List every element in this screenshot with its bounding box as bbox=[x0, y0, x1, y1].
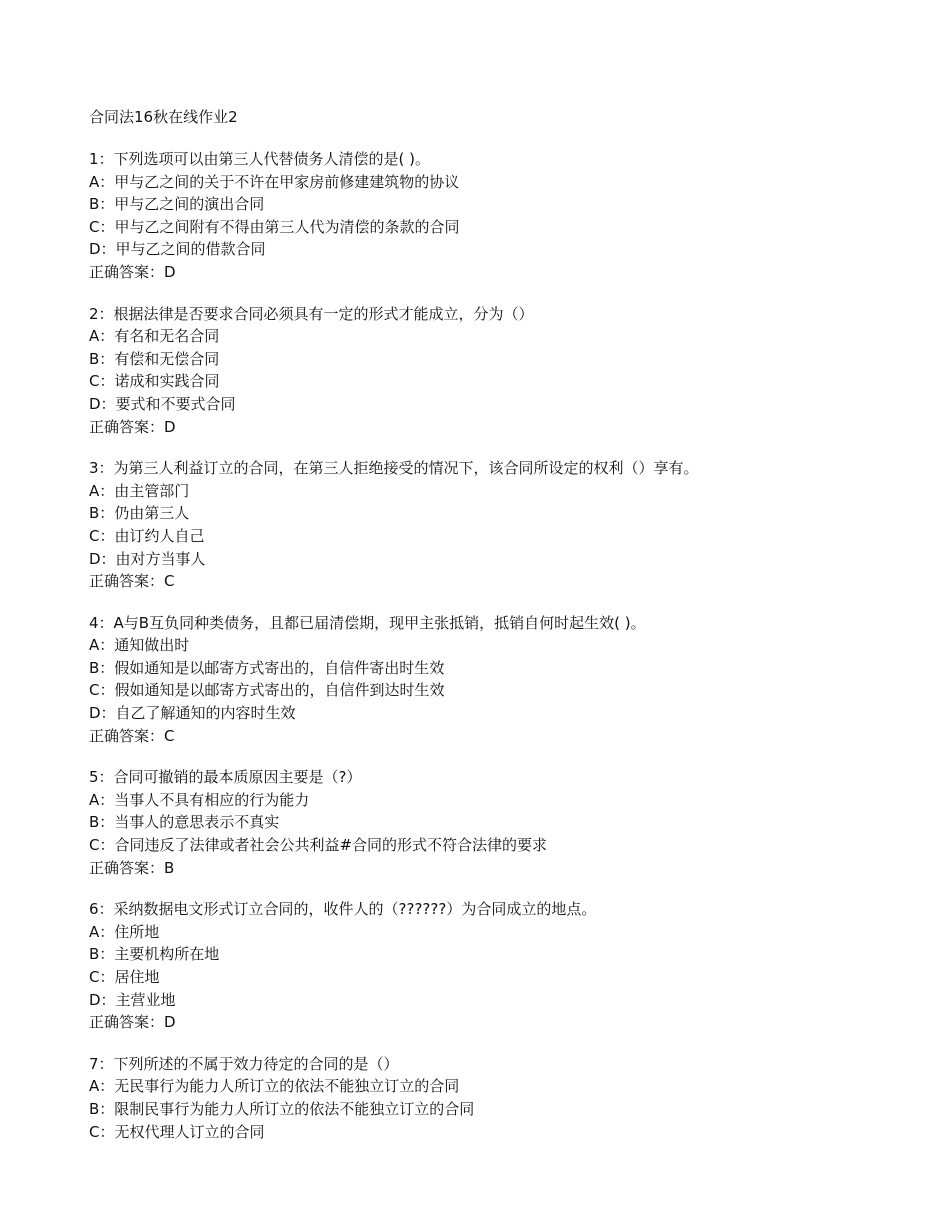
question-block bbox=[89, 898, 909, 1034]
answer-option: A：无民事行为能力人所订立的依法不能独立订立的合同 bbox=[89, 1077, 460, 1096]
answer-option: C：无权代理人订立的合同 bbox=[89, 1122, 265, 1141]
answer-option: A：通知做出时 bbox=[89, 636, 190, 655]
correct-answer: 正确答案：D bbox=[89, 262, 176, 281]
document-title: 合同法16秋在线作业2 bbox=[89, 108, 238, 126]
answer-option: B：主要机构所在地 bbox=[89, 945, 220, 964]
answer-option: C：合同违反了法律或者社会公共利益#合同的形式不符合法律的要求 bbox=[89, 836, 548, 855]
question-block bbox=[89, 1053, 909, 1143]
question-list bbox=[89, 148, 909, 1143]
correct-answer: 正确答案：D bbox=[89, 417, 176, 436]
answer-option: B：仍由第三人 bbox=[89, 504, 190, 523]
document-page bbox=[89, 106, 909, 1162]
question-stem: 2：根据法律是否要求合同必须具有一定的形式才能成立，分为（） bbox=[89, 304, 534, 323]
answer-option: A：有名和无名合同 bbox=[89, 327, 220, 346]
answer-option: B：当事人的意思表示不真实 bbox=[89, 813, 280, 832]
correct-answer: 正确答案：B bbox=[89, 858, 175, 877]
correct-answer: 正确答案：C bbox=[89, 572, 175, 591]
question-block bbox=[89, 148, 909, 284]
answer-option: C：诺成和实践合同 bbox=[89, 372, 220, 391]
question-block bbox=[89, 612, 909, 748]
answer-option: C：假如通知是以邮寄方式寄出的，自信件到达时生效 bbox=[89, 681, 445, 700]
correct-answer: 正确答案：C bbox=[89, 726, 175, 745]
question-stem: 4：A与B互负同种类债务，且都已届清偿期，现甲主张抵销，抵销自何时起生效( )。 bbox=[89, 613, 646, 632]
answer-option: C：居住地 bbox=[89, 968, 160, 986]
answer-option: B：限制民事行为能力人所订立的依法不能独立订立的合同 bbox=[89, 1099, 475, 1118]
question-stem: 5：合同可撤销的最本质原因主要是（?） bbox=[89, 768, 362, 787]
answer-option: B：假如通知是以邮寄方式寄出的，自信件寄出时生效 bbox=[89, 658, 445, 677]
answer-option: D：要式和不要式合同 bbox=[89, 394, 236, 413]
answer-option: D：由对方当事人 bbox=[89, 549, 206, 568]
answer-option: A：当事人不具有相应的行为能力 bbox=[89, 790, 310, 809]
answer-option: A：住所地 bbox=[89, 922, 160, 941]
answer-option: C：由订约人自己 bbox=[89, 526, 205, 545]
answer-option: C：甲与乙之间附有不得由第三人代为清偿的条款的合同 bbox=[89, 217, 460, 236]
question-block bbox=[89, 303, 909, 439]
answer-option: D：主营业地 bbox=[89, 990, 176, 1009]
correct-answer: 正确答案：D bbox=[89, 1013, 176, 1032]
question-block bbox=[89, 766, 909, 879]
answer-option: A：甲与乙之间的关于不许在甲家房前修建建筑物的协议 bbox=[89, 172, 460, 191]
answer-option: B：有偿和无偿合同 bbox=[89, 349, 220, 368]
question-stem: 7：下列所述的不属于效力待定的合同的是（） bbox=[89, 1054, 399, 1073]
question-stem: 1：下列选项可以由第三人代替债务人清偿的是( )。 bbox=[89, 150, 431, 168]
answer-option: B：甲与乙之间的演出合同 bbox=[89, 195, 265, 214]
question-stem: 3：为第三人利益订立的合同，在第三人拒绝接受的情况下，该合同所设定的权利（）享有。 bbox=[89, 459, 699, 478]
answer-option: D：甲与乙之间的借款合同 bbox=[89, 240, 266, 259]
question-block bbox=[89, 457, 909, 593]
answer-option: A：由主管部门 bbox=[89, 481, 190, 500]
answer-option: D：自乙了解通知的内容时生效 bbox=[89, 704, 296, 723]
question-stem: 6：采纳数据电文形式订立合同的，收件人的（??????）为合同成立的地点。 bbox=[89, 900, 597, 919]
